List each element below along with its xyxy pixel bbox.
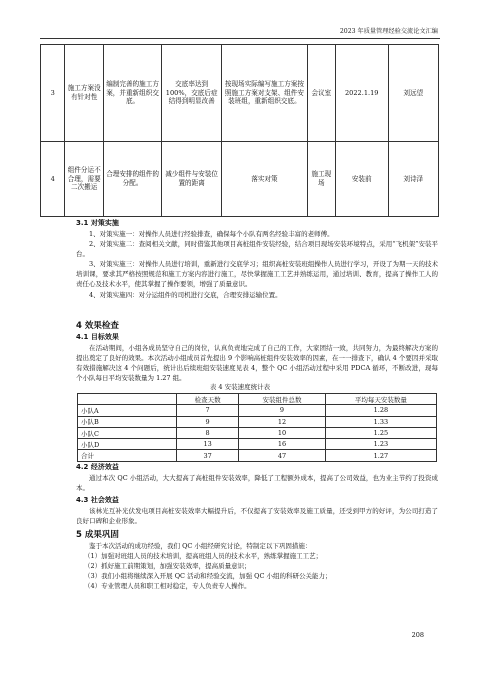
column-header: 检查天数 [177, 394, 239, 405]
avg-cell: 1.28 [325, 405, 436, 416]
section-4-2-heading: 4.2 经济效益 [76, 463, 119, 471]
speed-stats-table [77, 393, 437, 462]
avg-cell: 1.25 [325, 427, 436, 438]
paragraph: 3、对策实施三：对操作人员进行培训，重新进行交底学习；组织高桩安装班组操作人员进行学习，开设了为期一天的技术培训课，要求其严格按照规范和施工方案内容进行施工，尽快掌握施工工艺并熟练运用，通过培训、教育，提高了操作工人的责任心及技术水平，使其掌握了操作要领，增强了质量意识。 [76, 260, 438, 289]
section-3-1-body [76, 229, 438, 300]
cell-measure: 合理安排的组件的分配。 [103, 142, 161, 217]
cell-place: 施工现场 [307, 142, 335, 217]
section-5-heading: 5 成果巩固 [76, 530, 119, 540]
countermeasure-table [40, 44, 439, 217]
days-cell: 7 [177, 405, 239, 416]
page-number: 208 [411, 631, 424, 639]
list-item: （3）我们小组将继续深入开展 QC 活动和经验交流，加强 QC 小组的科研公关能力； [84, 572, 332, 581]
section-4-heading: 4 效果检查 [76, 321, 119, 331]
days-cell: 13 [177, 439, 239, 450]
section-5-body [76, 541, 438, 591]
section-4-1-body [76, 343, 438, 383]
days-cell: 37 [177, 450, 239, 461]
table-row [78, 427, 437, 438]
cell-goal: 交底率达到100%，交底后症结得到明显改善 [162, 45, 222, 142]
paragraph: 该林光互补光伏发电项目高桩安装效率大幅提升后，不仅提高了安装效率及施工质量，还受到甲方的好评，为公司打造了良好口碑和企业形象。 [76, 507, 438, 526]
paragraph: 2、对策实施二：查阅相关文献，同时借鉴其他项目高桩组件安装经验，结合项目现场安装环境特点，采用“飞机架”安装平台。 [76, 240, 438, 259]
cell-reason: 施工方案没有针对性 [65, 45, 104, 142]
team-name: 小队B [78, 416, 177, 427]
table-row [78, 405, 437, 416]
team-name: 小队A [78, 405, 177, 416]
cell-time: 安装前 [335, 142, 388, 217]
total-cell: 10 [239, 427, 326, 438]
list-item: （4）专业管理人员和职工相对稳定，专人负责专人操作。 [84, 582, 251, 591]
cell-num: 4 [41, 142, 65, 217]
paragraph: 在活动期间，小组各成员坚守自己的岗位，认真负责地完成了自己的工作，大家团结一致，共同努力，为最终解决方案的提出奠定了良好的效果。本次活动小组成员首先提出 9 个影响高桩组件安装效率的因素，在一一排查下，确认 4 个要因并采取有效措施解决这 4 个问题后，统计出后续班组安装速度见表 4，整个 QC 小组活动过程中采用 PDCA 循环，不断改进，现每个小队每日平均安装数量为 1.27 组。 [76, 344, 438, 383]
paragraph: 鉴于本次活动的成功经验，我们 QC 小组经研究讨论，特制定以下巩固措施： [89, 542, 312, 550]
table-row [78, 416, 437, 427]
column-header [78, 394, 177, 405]
cell-place: 会议室 [307, 45, 335, 142]
cell-time: 2022.1.19 [335, 45, 388, 142]
running-header: 2023 年质量管理经验交流论文汇编 [339, 28, 438, 35]
table-row [78, 439, 437, 450]
cell-reason: 组件分运不合理，需要二次搬运 [65, 142, 104, 217]
table-row [41, 45, 439, 142]
total-cell: 12 [239, 416, 326, 427]
table-row [78, 450, 437, 461]
cell-action: 落实对策 [222, 142, 308, 217]
cell-goal: 减少组件与安装位置的距离 [162, 142, 222, 217]
paragraph: 通过本次 QC 小组活动，大大提高了高桩组件安装效率，降低了工程额外成本，提高了公司效益，也为业主节约了投资成本。 [76, 474, 438, 493]
list-item: （1）加强对班组人员的技术培训，提高班组人员的技术水平，熟练掌握施工工艺； [84, 552, 323, 561]
section-4-2-body [76, 473, 438, 493]
table-caption: 表 4 安装速度统计表 [209, 383, 271, 391]
column-header: 安装组件总数 [239, 394, 326, 405]
days-cell: 9 [177, 416, 239, 427]
cell-person: 刘远望 [388, 45, 438, 142]
cell-measure: 编制完善的施工方案，并重新组织交底。 [103, 45, 161, 142]
section-4-3-heading: 4.3 社会效益 [76, 496, 119, 504]
days-cell: 8 [177, 427, 239, 438]
cell-person: 刘诗泽 [388, 142, 438, 217]
total-cell: 9 [239, 405, 326, 416]
cell-num: 3 [41, 45, 65, 142]
section-3-1-heading: 3.1 对策实施 [76, 219, 119, 227]
team-name: 合计 [78, 450, 177, 461]
column-header: 平均每天安装数量 [325, 394, 436, 405]
section-4-3-body [76, 506, 438, 526]
list-item: （2）抓好施工前期策划，加强安装效率，提高质量意识； [84, 562, 251, 571]
header-rule [40, 38, 440, 39]
avg-cell: 1.23 [325, 439, 436, 450]
total-cell: 16 [239, 439, 326, 450]
section-4-1-heading: 4.1 目标效果 [76, 333, 119, 341]
paragraph: 1、对策实施一：对操作人员进行经验排查，确保每个小队有两名经验丰富的老师傅。 [89, 230, 334, 238]
avg-cell: 1.27 [325, 450, 436, 461]
cell-action: 按现场实际编写施工方案按照施工方案对支架、组件安装班组，重新组织交底。 [222, 45, 308, 142]
team-name: 小队C [78, 427, 177, 438]
avg-cell: 1.33 [325, 416, 436, 427]
team-name: 小队D [78, 439, 177, 450]
paragraph: 4、对策实施四：对分运组件的司机进行交底，合理安排运输位置。 [89, 290, 282, 299]
total-cell: 47 [239, 450, 326, 461]
table-row [41, 142, 439, 217]
table-header-row [78, 394, 437, 405]
